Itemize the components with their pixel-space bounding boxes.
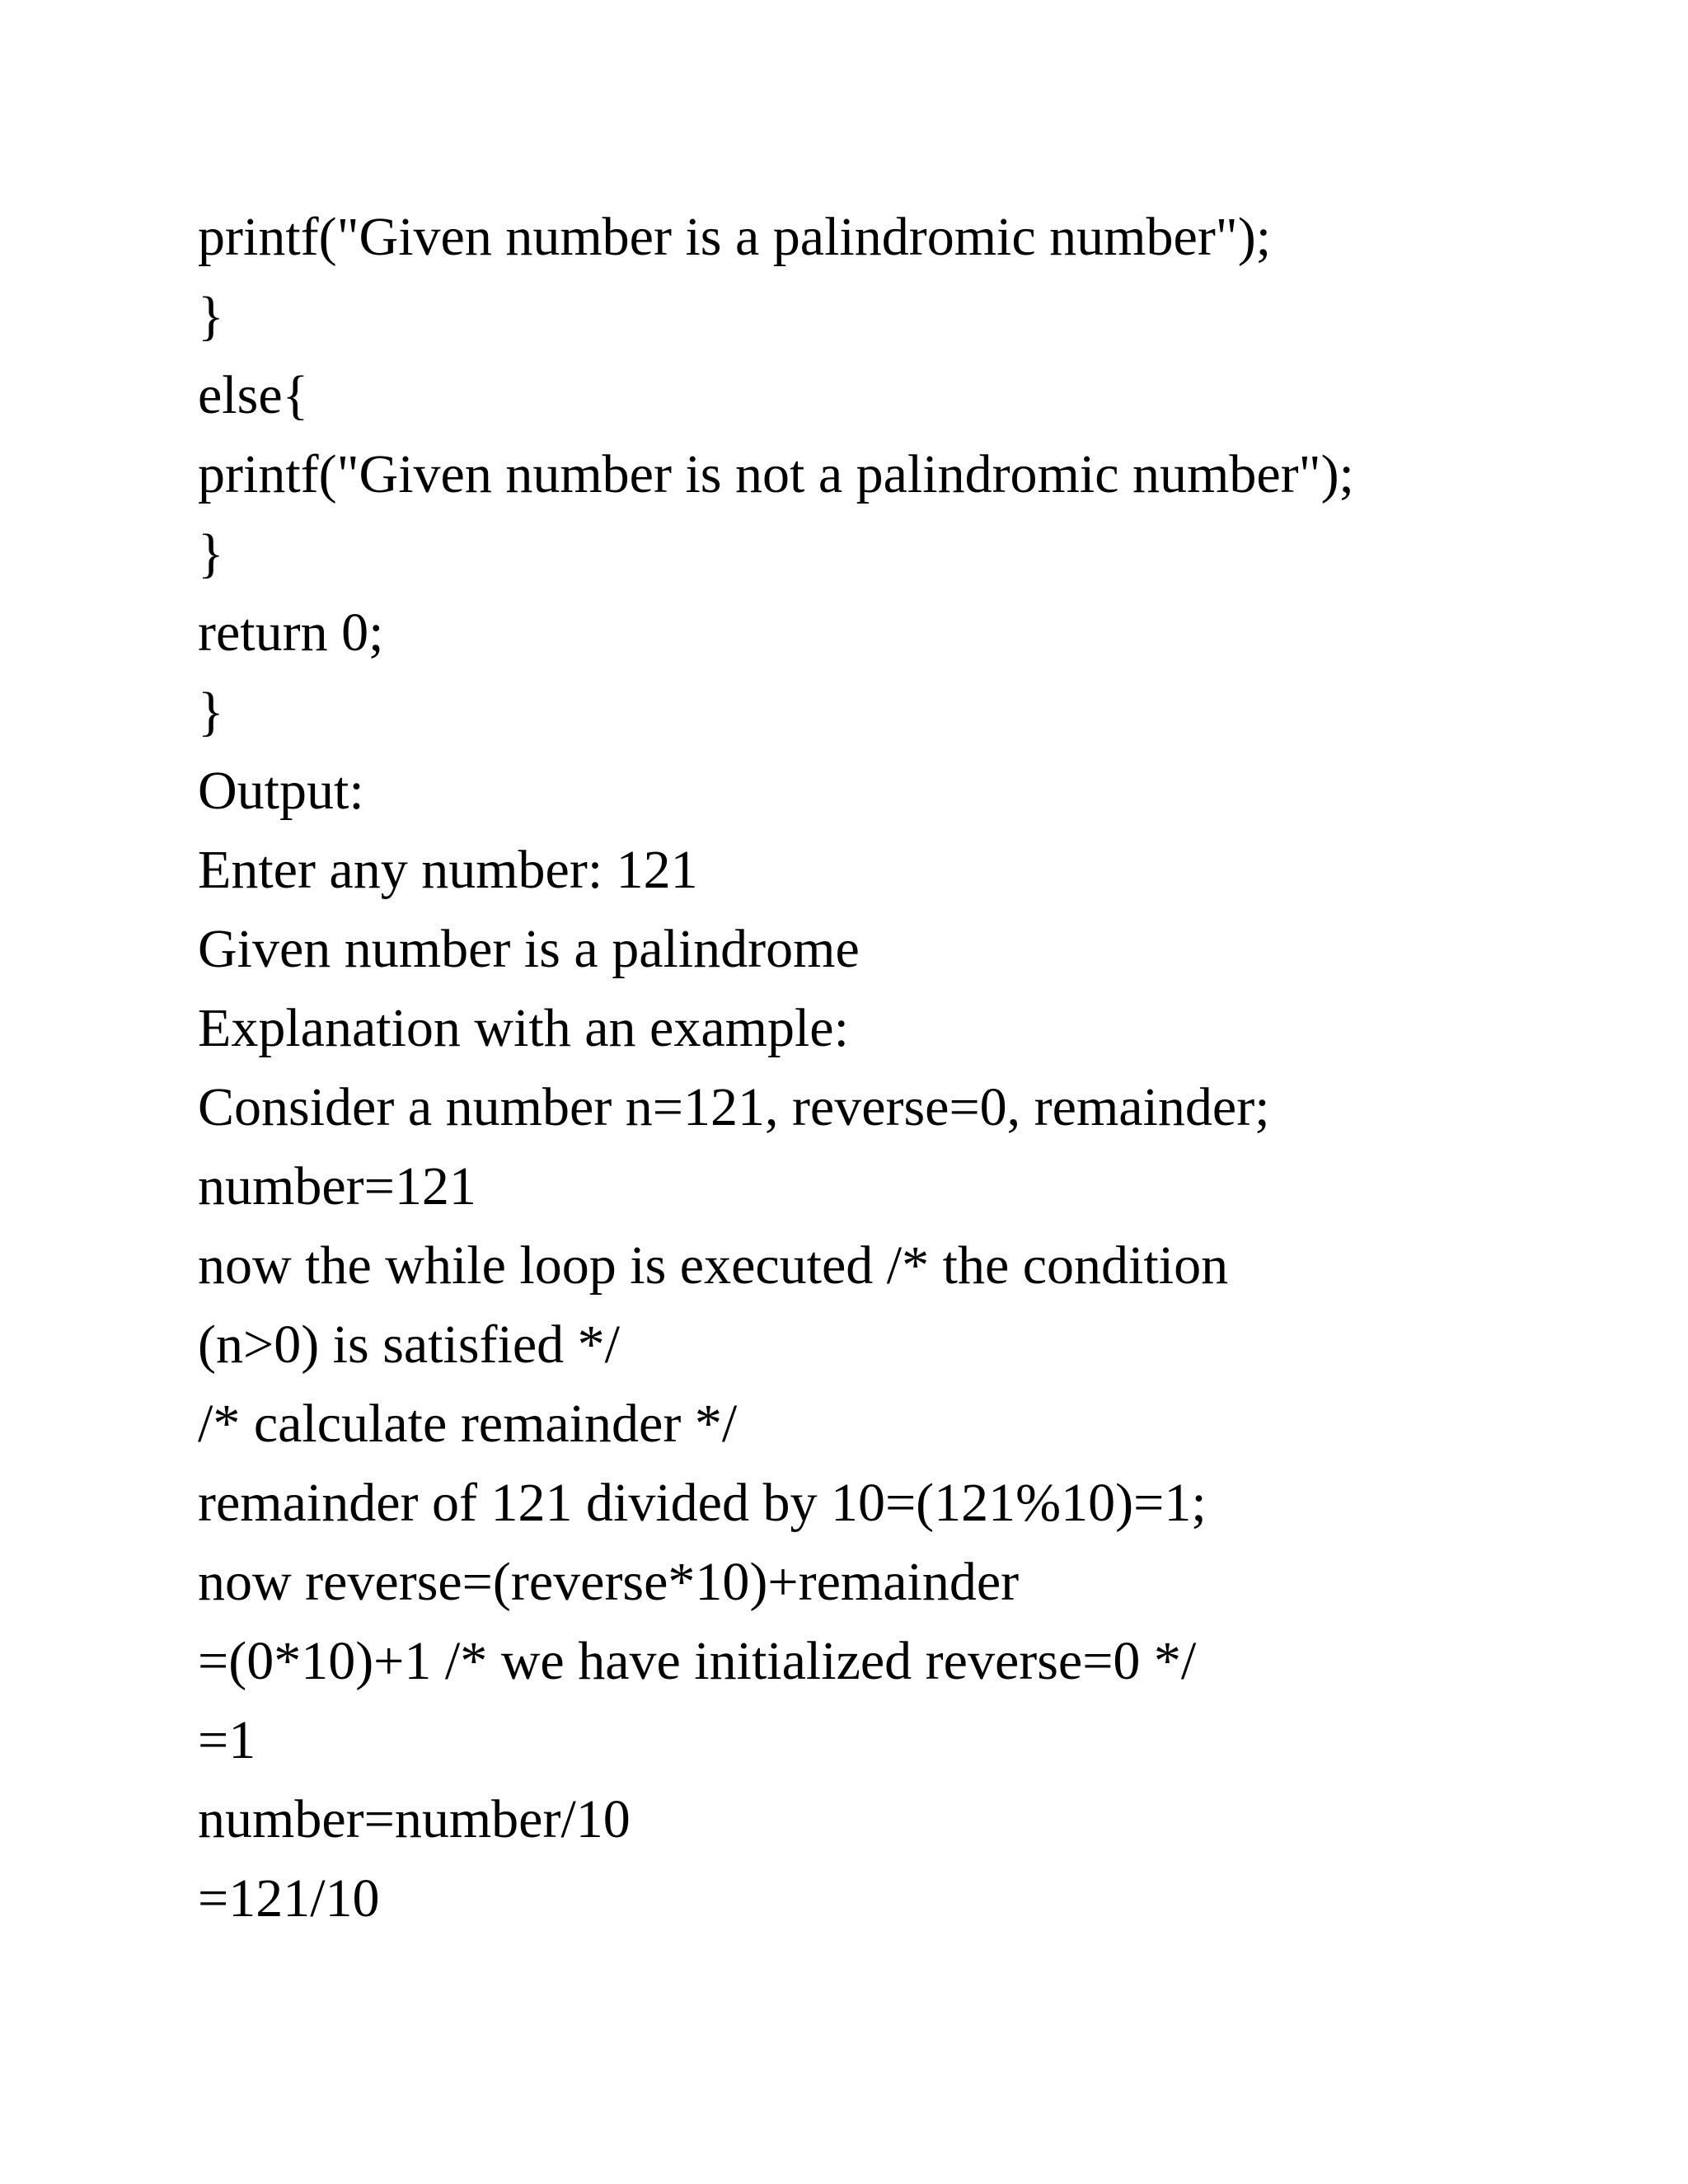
output-line-enter-number: Enter any number: 121 (198, 840, 698, 900)
code-line-else: else{ (198, 365, 309, 425)
code-line-close-brace: } (198, 682, 224, 742)
code-line-close-brace: } (198, 523, 224, 583)
code-line-printf-palindromic: printf("Given number is a palindromic number"); (198, 207, 1272, 267)
output-line-result: Given number is a palindrome (198, 919, 860, 979)
explanation-line: remainder of 121 divided by 10=(121%10)=1; (198, 1473, 1207, 1533)
explanation-line: =121/10 (198, 1868, 380, 1929)
explanation-line: =(0*10)+1 /* we have initialized reverse=0 */ (198, 1631, 1197, 1691)
document-body (198, 198, 1599, 1938)
code-line-close-brace: } (198, 286, 224, 346)
explanation-line: number=number/10 (198, 1789, 631, 1849)
explanation-line: (n>0) is satisfied */ (198, 1315, 620, 1375)
explanation-line: /* calculate remainder */ (198, 1394, 738, 1454)
explanation-line: Consider a number n=121, reverse=0, remainder; (198, 1077, 1270, 1137)
explanation-line: number=121 (198, 1156, 476, 1216)
output-heading: Output: (198, 761, 364, 821)
explanation-line: now reverse=(reverse*10)+remainder (198, 1552, 1020, 1612)
code-line-return: return 0; (198, 602, 384, 663)
explanation-line: now the while loop is executed /* the condition (198, 1235, 1229, 1296)
explanation-heading: Explanation with an example: (198, 998, 849, 1058)
code-line-printf-not-palindromic: printf("Given number is not a palindromic number"); (198, 444, 1354, 504)
explanation-line: =1 (198, 1710, 256, 1770)
